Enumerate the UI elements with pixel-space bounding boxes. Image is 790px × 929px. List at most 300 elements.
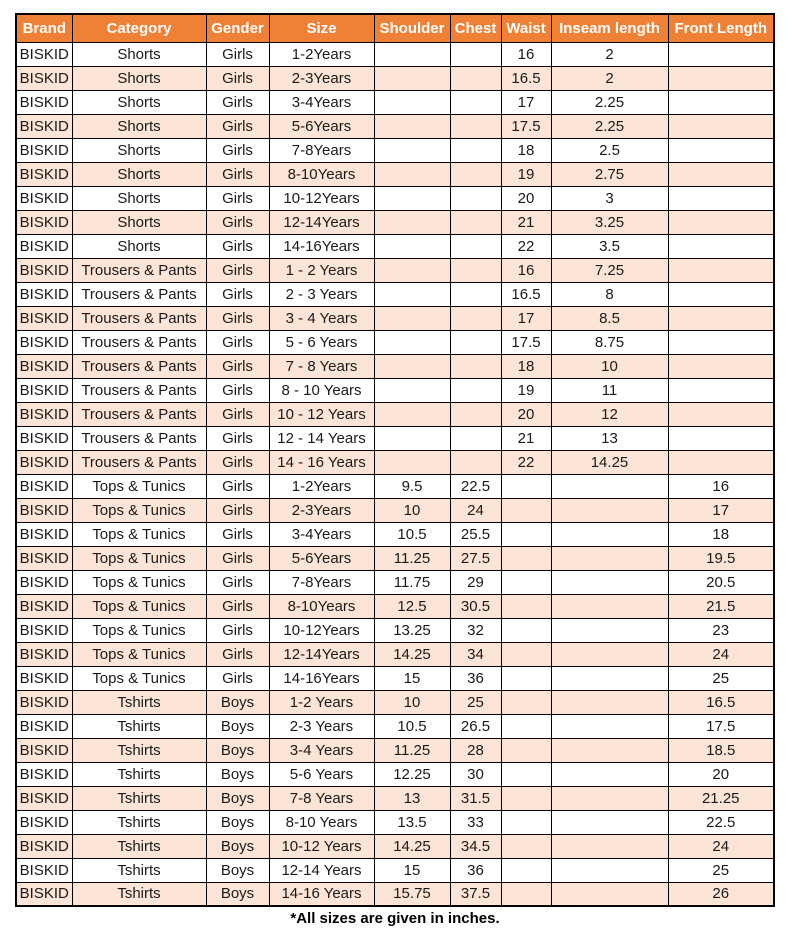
table-cell: Girls [206,522,269,546]
table-cell: BISKID [16,138,72,162]
table-cell [501,786,551,810]
table-cell: 15 [374,858,450,882]
table-cell: Girls [206,186,269,210]
table-cell: Shorts [72,138,206,162]
table-cell: BISKID [16,162,72,186]
table-cell: BISKID [16,762,72,786]
table-body [16,42,774,906]
table-cell: 3-4 Years [269,738,374,762]
table-cell: BISKID [16,450,72,474]
table-cell [374,114,450,138]
table-cell: Boys [206,714,269,738]
table-cell: Shorts [72,90,206,114]
table-cell: Tops & Tunics [72,522,206,546]
table-cell: 14.25 [374,642,450,666]
footnote-sizes-in-inches: *All sizes are given in inches. [290,910,500,927]
table-cell: 37.5 [450,882,501,906]
table-row [16,330,774,354]
table-cell: BISKID [16,426,72,450]
table-cell: Tops & Tunics [72,642,206,666]
table-row [16,810,774,834]
table-row [16,882,774,906]
table-cell [374,138,450,162]
table-cell: 10 [374,498,450,522]
table-cell: 29 [450,570,501,594]
table-cell: 21 [501,426,551,450]
table-cell [501,618,551,642]
table-cell: Tshirts [72,882,206,906]
table-cell [450,210,501,234]
table-cell [501,762,551,786]
column-header-inseam-length: Inseam length [551,14,668,42]
table-cell: 11.75 [374,570,450,594]
table-cell [551,762,668,786]
table-cell [668,330,774,354]
table-cell: Tops & Tunics [72,474,206,498]
table-cell [374,282,450,306]
table-cell: 36 [450,858,501,882]
table-cell: 25.5 [450,522,501,546]
table-cell: 7-8Years [269,138,374,162]
table-cell: 2-3 Years [269,714,374,738]
table-cell: 17.5 [668,714,774,738]
table-row [16,90,774,114]
table-cell: 20 [501,186,551,210]
table-cell: BISKID [16,642,72,666]
table-cell: 13.5 [374,810,450,834]
table-cell: 12-14 Years [269,858,374,882]
table-cell [668,402,774,426]
table-cell: 11.25 [374,546,450,570]
table-cell: 5-6 Years [269,762,374,786]
table-cell: BISKID [16,114,72,138]
table-cell [668,66,774,90]
table-cell: 25 [668,666,774,690]
table-cell [501,690,551,714]
table-cell: Girls [206,642,269,666]
table-cell: BISKID [16,690,72,714]
table-cell: 12.5 [374,594,450,618]
table-cell: 16 [501,42,551,66]
table-cell: Tshirts [72,810,206,834]
table-cell: 17 [501,90,551,114]
table-cell: 20 [501,402,551,426]
table-cell [668,210,774,234]
table-cell: Girls [206,138,269,162]
table-cell [374,162,450,186]
table-cell: Tshirts [72,786,206,810]
table-cell: Shorts [72,186,206,210]
table-cell: 2-3Years [269,498,374,522]
table-cell: 13.25 [374,618,450,642]
table-cell: Girls [206,90,269,114]
table-cell: 12 - 14 Years [269,426,374,450]
table-cell: 2.25 [551,114,668,138]
table-cell: Boys [206,858,269,882]
table-cell: BISKID [16,402,72,426]
table-cell: Tshirts [72,858,206,882]
table-cell: Shorts [72,162,206,186]
table-cell [668,450,774,474]
table-cell: 1 - 2 Years [269,258,374,282]
table-cell: Tops & Tunics [72,618,206,642]
table-row [16,474,774,498]
size-chart-table [15,13,775,907]
table-cell [450,114,501,138]
table-cell [450,426,501,450]
table-cell [668,306,774,330]
table-cell: Girls [206,426,269,450]
table-cell: Girls [206,114,269,138]
table-row [16,306,774,330]
table-cell: 14-16Years [269,666,374,690]
table-cell: Trousers & Pants [72,282,206,306]
table-cell: 16.5 [668,690,774,714]
column-header-front-length: Front Length [668,14,774,42]
table-cell: 7-8 Years [269,786,374,810]
table-cell: 14-16 Years [269,882,374,906]
table-cell: 20 [668,762,774,786]
table-cell: 24 [668,642,774,666]
table-row [16,378,774,402]
table-cell: 3 - 4 Years [269,306,374,330]
table-cell: BISKID [16,330,72,354]
table-cell: 10 - 12 Years [269,402,374,426]
table-cell: Trousers & Pants [72,450,206,474]
table-cell: 14 - 16 Years [269,450,374,474]
table-cell: 5-6Years [269,546,374,570]
table-cell [668,138,774,162]
table-cell: 16 [668,474,774,498]
table-row [16,162,774,186]
table-cell [374,426,450,450]
table-cell: 16 [501,258,551,282]
table-cell: 7 - 8 Years [269,354,374,378]
table-cell: 3-4Years [269,90,374,114]
table-cell: 2 - 3 Years [269,282,374,306]
table-cell [374,186,450,210]
table-cell [501,714,551,738]
table-cell: 3 [551,186,668,210]
table-cell: Boys [206,810,269,834]
table-cell: BISKID [16,858,72,882]
table-cell: 30.5 [450,594,501,618]
table-cell: 8 - 10 Years [269,378,374,402]
table-cell: Girls [206,618,269,642]
table-cell: 15.75 [374,882,450,906]
table-cell: Girls [206,306,269,330]
table-cell: 22 [501,234,551,258]
table-cell: BISKID [16,378,72,402]
table-cell: 30 [450,762,501,786]
table-row [16,186,774,210]
table-cell: Shorts [72,42,206,66]
header-row [16,14,774,42]
table-row [16,354,774,378]
table-cell [551,738,668,762]
table-cell: Tshirts [72,690,206,714]
table-cell: 17.5 [501,330,551,354]
table-cell: 10-12 Years [269,834,374,858]
table-cell: Trousers & Pants [72,258,206,282]
table-cell: Trousers & Pants [72,306,206,330]
table-row [16,114,774,138]
table-cell: 5 - 6 Years [269,330,374,354]
table-cell: 5-6Years [269,114,374,138]
table-cell: Tops & Tunics [72,594,206,618]
table-cell [374,90,450,114]
table-cell: 20.5 [668,570,774,594]
table-row [16,834,774,858]
table-cell: Shorts [72,114,206,138]
table-cell: Tshirts [72,834,206,858]
table-cell [668,378,774,402]
table-cell: 12-14Years [269,642,374,666]
table-cell [668,90,774,114]
table-cell [374,66,450,90]
table-row [16,738,774,762]
table-cell: 10.5 [374,522,450,546]
table-cell: Tshirts [72,762,206,786]
table-cell: BISKID [16,282,72,306]
table-cell: 9.5 [374,474,450,498]
table-cell [374,450,450,474]
table-cell: 7.25 [551,258,668,282]
table-row [16,690,774,714]
table-cell: Girls [206,330,269,354]
table-cell: 2 [551,66,668,90]
table-cell: 12-14Years [269,210,374,234]
table-cell [668,42,774,66]
table-cell: 25 [668,858,774,882]
table-cell: 14.25 [551,450,668,474]
table-cell [551,810,668,834]
table-cell: 8.5 [551,306,668,330]
table-cell: 28 [450,738,501,762]
table-cell: Girls [206,450,269,474]
table-cell: Girls [206,498,269,522]
table-cell [450,258,501,282]
table-cell: 10 [551,354,668,378]
table-row [16,786,774,810]
table-cell [551,834,668,858]
table-cell: Tops & Tunics [72,498,206,522]
table-cell: 17.5 [501,114,551,138]
table-cell: Shorts [72,210,206,234]
table-cell: 34.5 [450,834,501,858]
table-cell [668,162,774,186]
table-cell: Trousers & Pants [72,426,206,450]
column-header-category: Category [72,14,206,42]
table-row [16,594,774,618]
table-row [16,402,774,426]
table-cell [551,522,668,546]
table-cell: 21 [501,210,551,234]
table-cell [450,330,501,354]
table-cell: BISKID [16,306,72,330]
table-cell: Tops & Tunics [72,570,206,594]
table-cell [551,714,668,738]
table-cell: BISKID [16,618,72,642]
table-cell [450,402,501,426]
table-cell [501,738,551,762]
table-cell: 25 [450,690,501,714]
table-cell [450,354,501,378]
table-cell: 33 [450,810,501,834]
table-cell [551,666,668,690]
table-cell: Tshirts [72,714,206,738]
table-cell: 18.5 [668,738,774,762]
table-cell: 16.5 [501,282,551,306]
table-cell [668,186,774,210]
table-cell [450,282,501,306]
table-cell: Girls [206,666,269,690]
table-cell: 10.5 [374,714,450,738]
column-header-shoulder: Shoulder [374,14,450,42]
table-cell [450,42,501,66]
table-cell: Girls [206,282,269,306]
table-cell: Boys [206,762,269,786]
table-cell [501,642,551,666]
table-cell: 3.25 [551,210,668,234]
table-cell: Girls [206,594,269,618]
table-cell [374,210,450,234]
table-cell: BISKID [16,90,72,114]
table-cell: 34 [450,642,501,666]
table-cell: BISKID [16,186,72,210]
table-cell: BISKID [16,786,72,810]
table-cell: BISKID [16,234,72,258]
table-cell: 12.25 [374,762,450,786]
table-cell [450,234,501,258]
table-cell: BISKID [16,666,72,690]
table-cell [501,858,551,882]
table-cell: 11.25 [374,738,450,762]
table-cell: 17 [668,498,774,522]
table-cell: 17 [501,306,551,330]
table-cell: BISKID [16,714,72,738]
table-cell [450,66,501,90]
table-cell: 14-16Years [269,234,374,258]
table-cell [551,594,668,618]
table-cell [501,498,551,522]
table-cell: 24 [668,834,774,858]
table-cell [374,330,450,354]
table-row [16,858,774,882]
table-cell: BISKID [16,498,72,522]
table-cell: Trousers & Pants [72,354,206,378]
table-cell: 8-10Years [269,162,374,186]
table-cell: BISKID [16,594,72,618]
table-cell [374,42,450,66]
table-cell: 26 [668,882,774,906]
table-cell [501,522,551,546]
column-header-size: Size [269,14,374,42]
table-cell [374,402,450,426]
table-cell: BISKID [16,258,72,282]
table-cell [374,354,450,378]
table-cell: 22.5 [450,474,501,498]
table-cell: 12 [551,402,668,426]
table-cell: 10 [374,690,450,714]
table-cell [551,618,668,642]
table-cell: 32 [450,618,501,642]
table-cell [551,786,668,810]
table-cell: Boys [206,882,269,906]
table-cell: BISKID [16,42,72,66]
table-row [16,210,774,234]
table-cell: 19.5 [668,546,774,570]
table-row [16,714,774,738]
table-cell: BISKID [16,210,72,234]
table-cell: Girls [206,210,269,234]
table-cell [450,450,501,474]
table-cell: BISKID [16,882,72,906]
table-cell [501,834,551,858]
table-cell [551,474,668,498]
table-cell: BISKID [16,570,72,594]
table-cell: 21.5 [668,594,774,618]
table-cell: 22 [501,450,551,474]
table-cell: Girls [206,234,269,258]
table-cell: 10-12Years [269,186,374,210]
table-cell [501,594,551,618]
table-cell [450,90,501,114]
table-cell: 2.25 [551,90,668,114]
table-cell: 8.75 [551,330,668,354]
table-cell [551,546,668,570]
table-cell: Shorts [72,234,206,258]
column-header-chest: Chest [450,14,501,42]
table-cell [551,498,668,522]
table-row [16,642,774,666]
table-cell: Girls [206,354,269,378]
table-cell: 26.5 [450,714,501,738]
table-cell: 10-12Years [269,618,374,642]
table-cell: 8-10 Years [269,810,374,834]
table-row [16,546,774,570]
table-cell: Girls [206,546,269,570]
table-cell: Boys [206,738,269,762]
table-cell: 1-2Years [269,474,374,498]
table-cell: 8 [551,282,668,306]
table-cell: BISKID [16,834,72,858]
table-cell: 19 [501,378,551,402]
table-cell: Girls [206,402,269,426]
table-cell: Girls [206,162,269,186]
table-cell [501,882,551,906]
table-row [16,666,774,690]
table-row [16,426,774,450]
table-cell: 36 [450,666,501,690]
table-cell [450,306,501,330]
table-cell [501,546,551,570]
table-cell: 21.25 [668,786,774,810]
table-cell [450,186,501,210]
table-cell: BISKID [16,810,72,834]
table-cell: BISKID [16,522,72,546]
table-cell: 2.5 [551,138,668,162]
table-row [16,498,774,522]
table-cell [501,666,551,690]
table-header [16,14,774,42]
table-cell [374,378,450,402]
column-header-waist: Waist [501,14,551,42]
table-cell [551,642,668,666]
table-cell [374,234,450,258]
table-cell: 31.5 [450,786,501,810]
table-cell [450,138,501,162]
